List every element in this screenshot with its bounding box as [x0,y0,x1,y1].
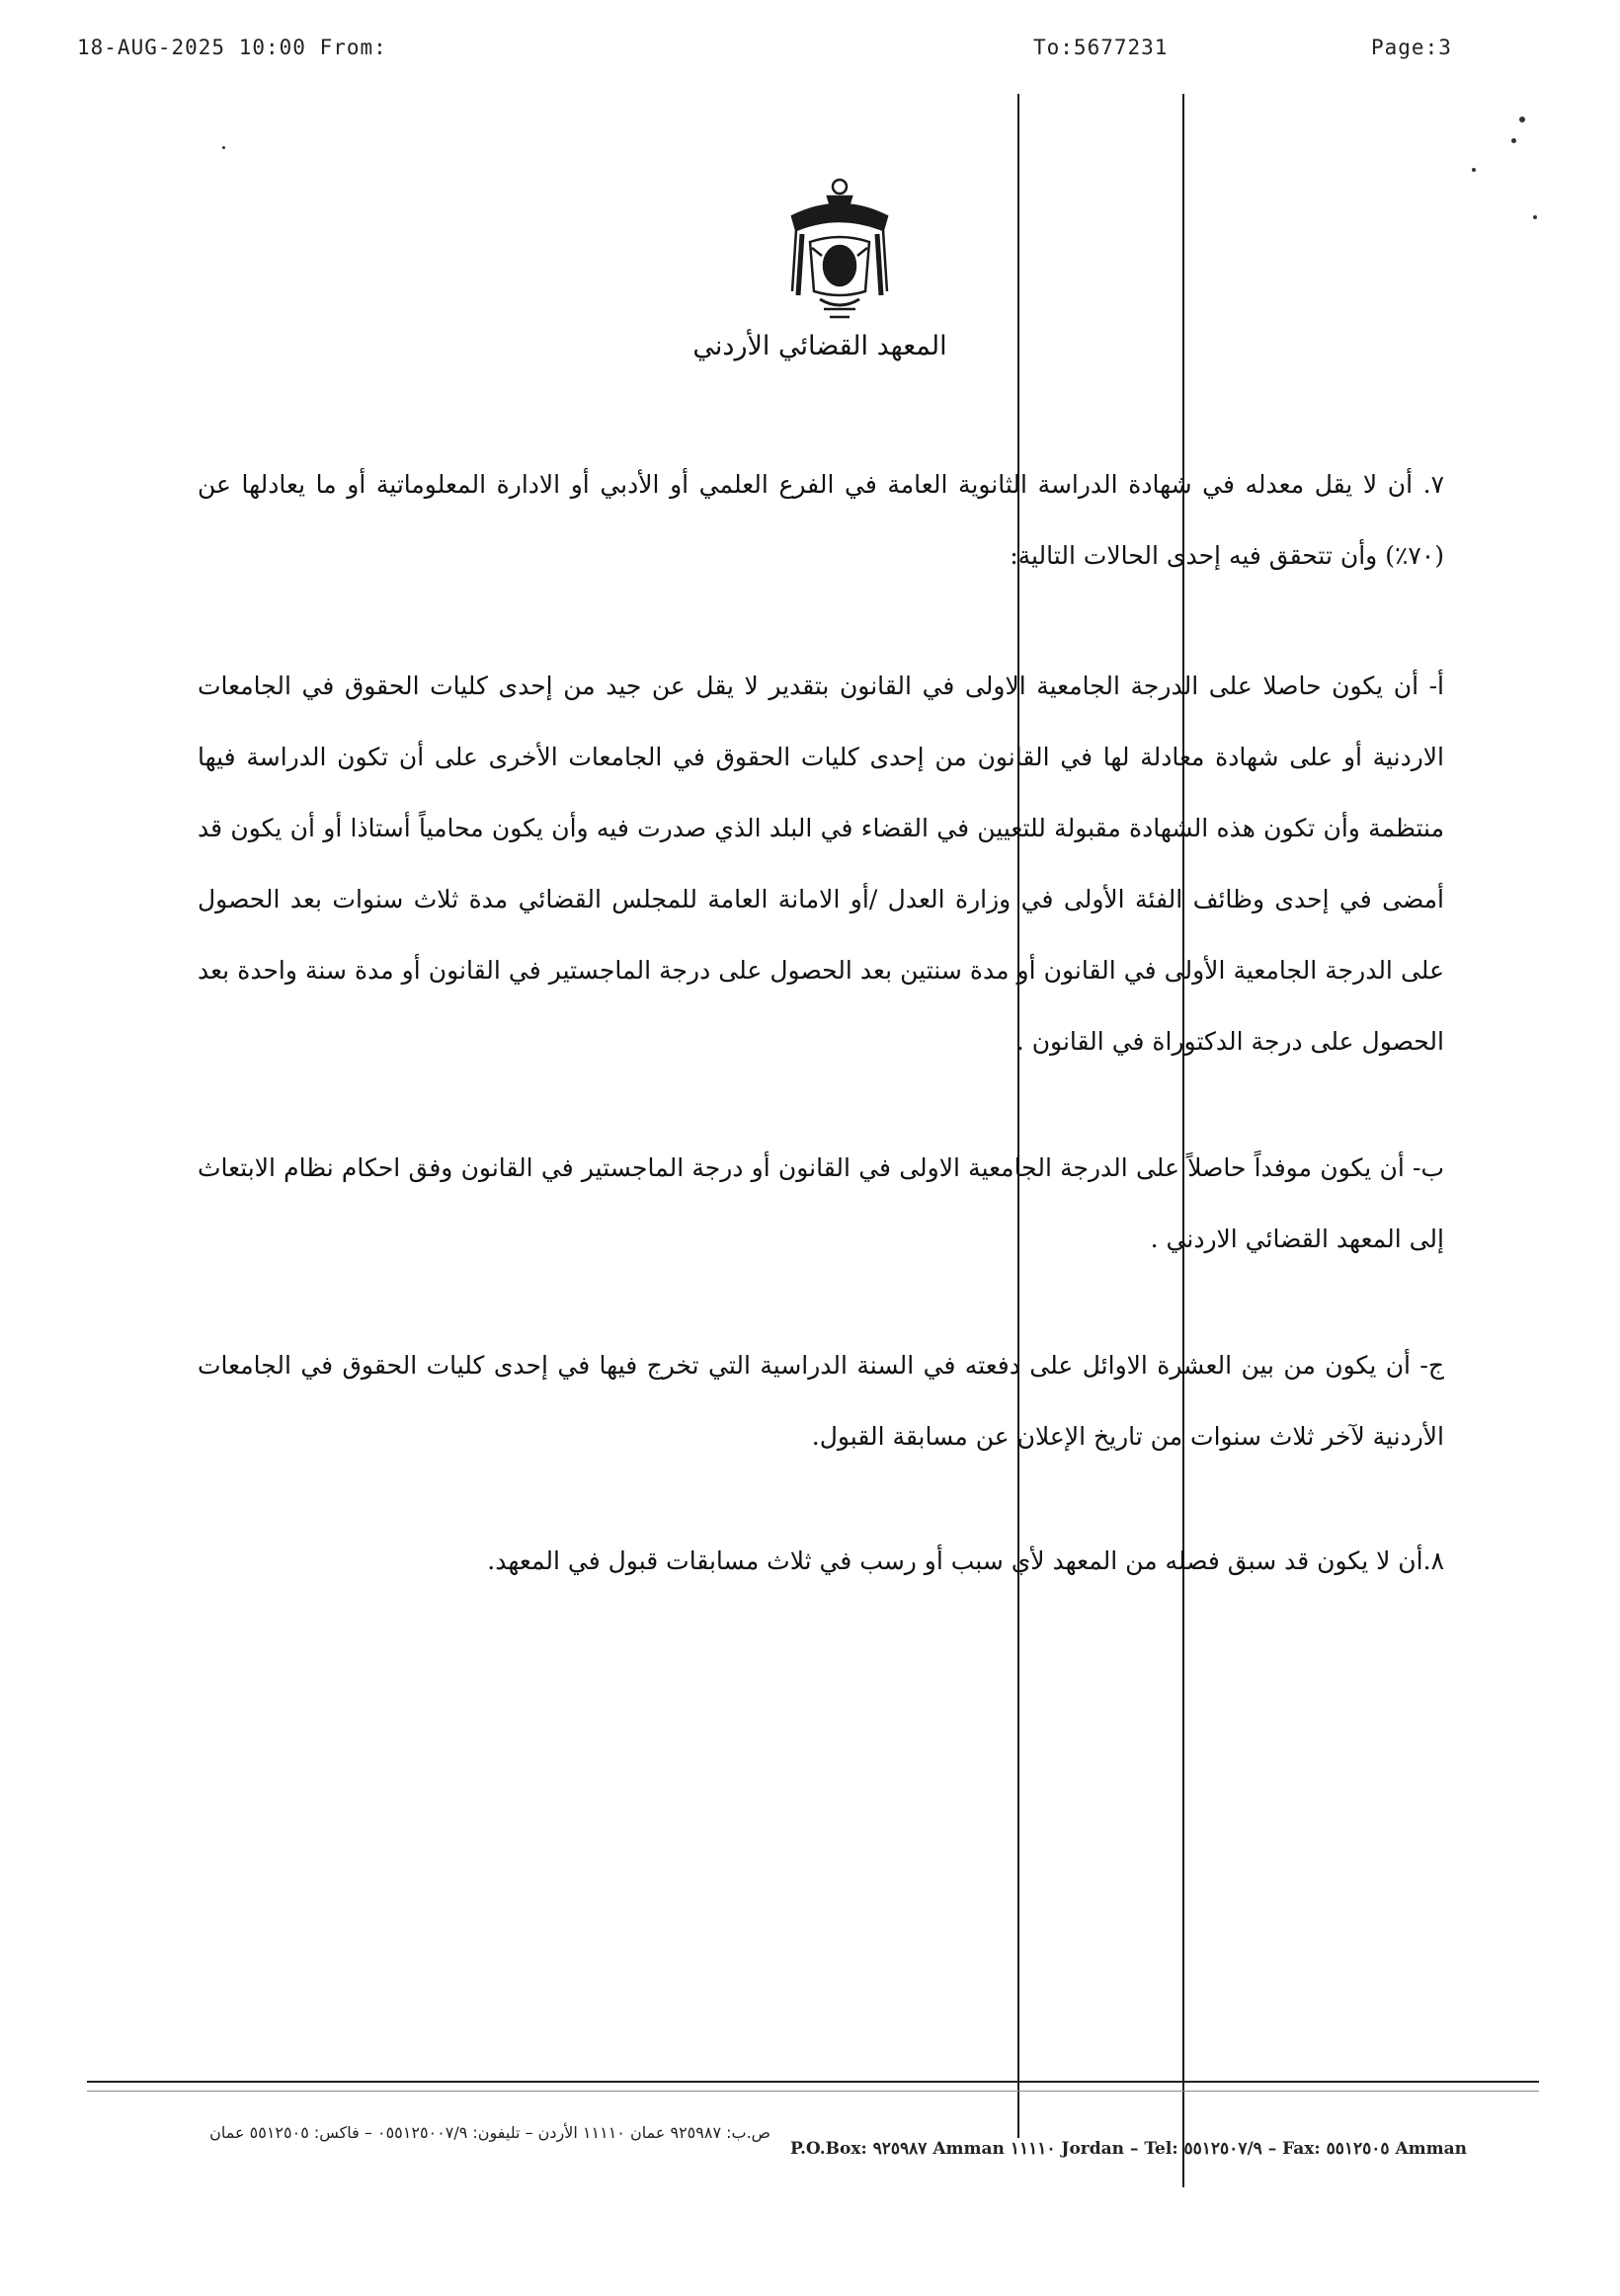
letter-body [198,449,1444,1597]
fax-transmission-header [0,30,1620,69]
jordan-coat-of-arms-icon [780,173,899,331]
footer-divider-thin [87,2091,1539,2092]
scan-speck [1519,117,1525,122]
condition-item-7: ٧. أن لا يقل معدله في شهادة الدراسة الثانوية العامة في الفرع العلمي أو الأدبي أو الادارة المعلوماتية أو ما يعادلها عن (٧٠٪) وأن تتحقق فيه إحدى الحالات التالية: [198,470,1444,570]
condition-item-7a: أ- أن يكون حاصلا على الدرجة الجامعية الاولى في القانون بتقدير لا يقل عن جيد من إحدى كليات الحقوق في الجامعات الاردنية أو على شهادة معادلة لها في القانون من إحدى كليات الحقوق في الجامعات الأخرى على أن تكون الدراسة فيها منتظمة وأن تكون هذه الشهادة مقبولة للتعيين في القضاء في البلد الذي صدرت فيه وأن يكون محامياً أستاذا أو أن يكون قد أمضى في إحدى وظائف الفئة الأولى في وزارة العدل /أو الامانة العامة للمجلس القضائي مدة ثلاث سنوات بعد الحصول على الدرجة الجامعية الأولى في القانون أو مدة سنتين بعد الحصول على درجة الماجستير في القانون أو مدة سنة واحدة بعد الحصول على درجة الدكتوراة في القانون . [198,672,1444,1056]
fax-page-number: Page:3 [1371,36,1452,59]
fax-from-line: 18-AUG-2025 10:00 From: [77,36,387,59]
condition-item-7c: ج- أن يكون من بين العشرة الاوائل على دفعته في السنة الدراسية التي تخرج فيها في إحدى كليات الحقوق في الجامعات الأردنية لآخر ثلاث سنوات من تاريخ الإعلان عن مسابقة القبول. [198,1351,1444,1451]
fax-to-number: To:5677231 [1033,36,1169,59]
footer-contact-english: P.O.Box: ٩٢٥٩٨٧ Amman ١١١١٠ Jordan – Tel: ٥٥١٢٥٠٧/٩ – Fax: ٥٥١٢٥٠٥ Amman [790,2139,1468,2159]
scan-speck [222,146,225,149]
scan-speck [1533,215,1537,219]
institute-name: المعهد القضائي الأردني [692,331,947,361]
footer-contact-arabic: ص.ب: ٩٢٥٩٨٧ عمان ١١١١٠ الأردن – تليفون: ٠٥٥١٢٥٠٠٧/٩ – فاكس: ٥٥١٢٥٠٥ عمان [209,2123,770,2142]
scan-speck [1511,138,1516,143]
scan-speck [1472,168,1476,172]
condition-item-7b: ب- أن يكون موفداً حاصلاً على الدرجة الجامعية الاولى في القانون أو درجة الماجستير في القانون وفق احكام نظام الابتعاث إلى المعهد القضائي الاردني . [198,1153,1444,1253]
condition-item-8: ٨.أن لا يكون قد سبق فصله من المعهد لأي سبب أو رسب في ثلاث مسابقات قبول في المعهد. [487,1546,1444,1575]
footer-divider [87,2081,1539,2083]
